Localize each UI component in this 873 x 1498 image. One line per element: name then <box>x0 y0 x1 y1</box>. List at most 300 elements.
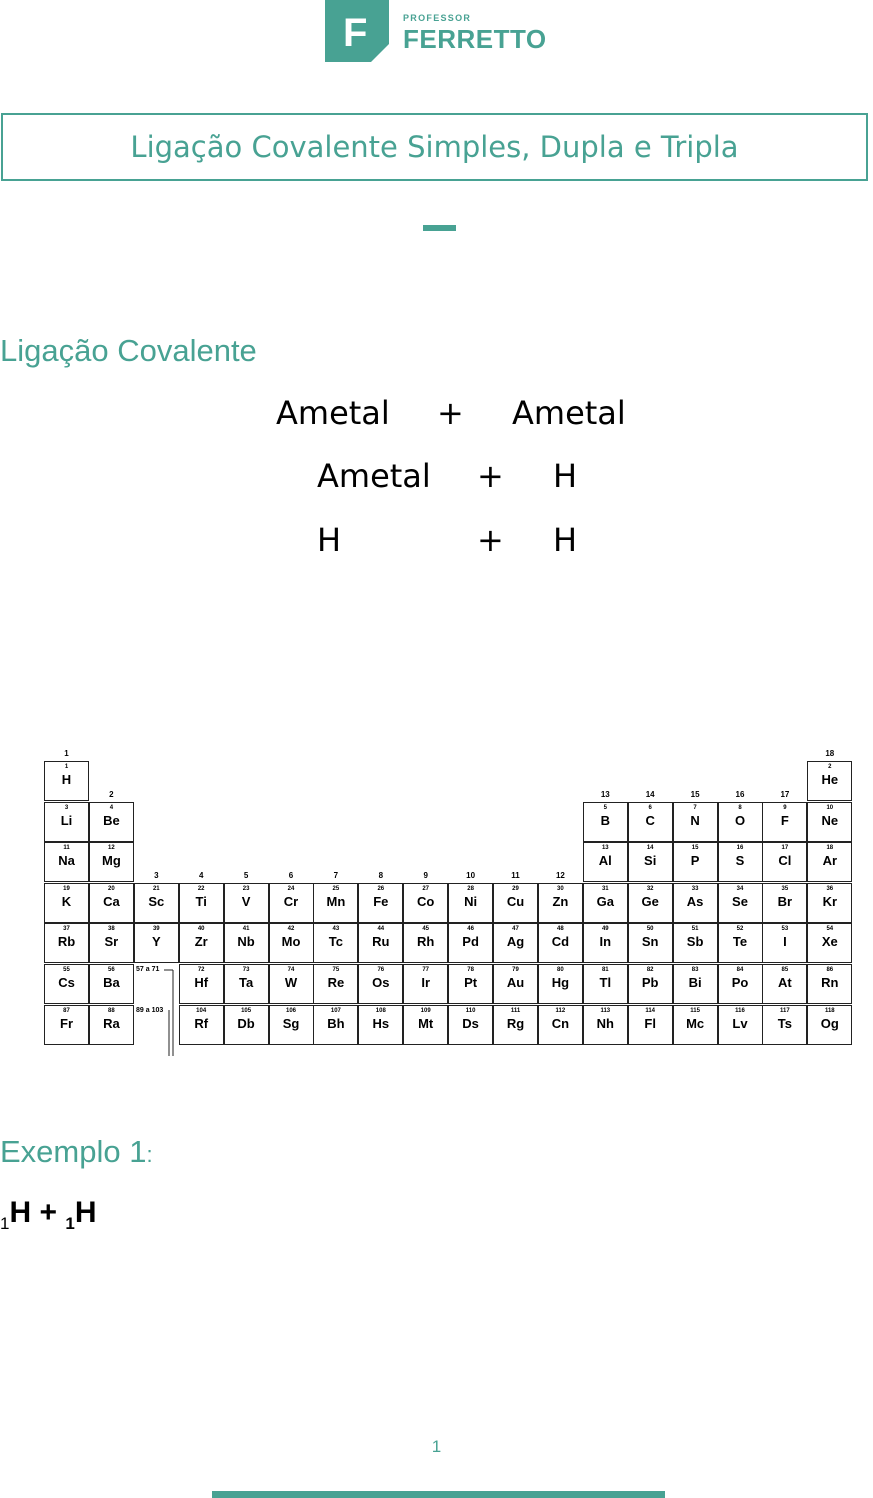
element-symbol: Fe <box>373 893 389 909</box>
element-cell <box>224 923 269 963</box>
element-symbol: Rn <box>821 975 839 990</box>
element-cell <box>269 1005 314 1045</box>
atomic-number: 20 <box>108 885 115 892</box>
plus-sign: + <box>31 1196 66 1229</box>
atomic-number-1: 1 <box>0 1214 10 1233</box>
atomic-number: 73 <box>242 967 250 973</box>
element-cell <box>673 923 718 963</box>
element-cell <box>807 883 852 923</box>
element-cell <box>628 964 673 1004</box>
element-cell <box>673 883 718 923</box>
element-symbol: He <box>821 772 839 787</box>
element-cell <box>44 802 89 842</box>
atomic-number: 6 <box>648 804 652 811</box>
atomic-number: 81 <box>601 967 609 973</box>
element-symbol: Mt <box>418 1015 434 1031</box>
element-symbol: Ir <box>421 975 431 990</box>
element-cell <box>44 1005 89 1045</box>
element-symbol: Kr <box>822 893 838 909</box>
element-symbol: Te <box>732 934 748 950</box>
formula-1-left: Ametal <box>276 394 390 432</box>
element-symbol: Pt <box>464 975 478 990</box>
atomic-number: 88 <box>108 1007 115 1014</box>
atomic-number: 38 <box>108 926 115 933</box>
element-symbol: Rf <box>194 1015 209 1031</box>
atomic-number: 82 <box>646 967 654 973</box>
atomic-number: 106 <box>285 1007 296 1014</box>
atomic-number: 37 <box>63 926 70 933</box>
element-symbol: Rb <box>57 934 76 950</box>
element-symbol: P <box>690 853 700 869</box>
atomic-number: 7 <box>693 804 697 811</box>
group-number: 3 <box>154 870 159 880</box>
atomic-number: 76 <box>377 967 385 973</box>
element-symbol: As <box>686 893 704 909</box>
atomic-number: 17 <box>781 845 789 852</box>
element-cell <box>44 923 89 963</box>
element-symbol: Rh <box>417 934 435 950</box>
element-cell <box>718 1005 763 1045</box>
element-cell <box>762 802 807 842</box>
element-symbol: Fl <box>644 1015 656 1031</box>
element-symbol: Nb <box>237 934 255 950</box>
element-cell <box>493 964 538 1004</box>
element-symbol: Na <box>58 853 75 869</box>
group-number: 16 <box>735 789 745 799</box>
element-symbol: Ra <box>103 1015 120 1031</box>
element-cell <box>403 883 448 923</box>
element-cell <box>44 842 89 882</box>
atomic-number: 107 <box>330 1007 341 1014</box>
element-symbol: Ts <box>777 1015 792 1031</box>
element-cell <box>179 964 224 1004</box>
element-symbol: Li <box>60 812 73 828</box>
group-number: 4 <box>198 870 204 880</box>
group-number: 8 <box>378 870 384 880</box>
formula-1-right: Ametal <box>512 394 626 432</box>
element-cell <box>44 761 89 801</box>
example-heading-colon: : <box>146 1142 153 1167</box>
atomic-number: 53 <box>781 926 789 933</box>
atomic-number: 79 <box>512 967 519 973</box>
element-symbol: Pd <box>462 934 479 950</box>
element-cell <box>313 923 358 963</box>
element-cell <box>807 842 852 882</box>
atomic-number: 13 <box>601 845 609 852</box>
element-cell <box>358 883 403 923</box>
group-number: 6 <box>288 870 294 880</box>
atomic-number: 114 <box>645 1007 656 1014</box>
logo-mark-icon <box>325 0 389 62</box>
element-cell <box>718 883 763 923</box>
element-symbol: Cr <box>283 893 299 909</box>
atomic-number: 51 <box>691 926 699 933</box>
atomic-number: 36 <box>826 885 834 892</box>
element-cell <box>313 883 358 923</box>
element-symbol: Cl <box>778 853 792 869</box>
logo-subtitle: PROFESSOR <box>403 13 472 23</box>
title-divider <box>423 225 456 231</box>
element-1: H <box>9 1196 32 1229</box>
atomic-number-2: 1 <box>65 1214 75 1233</box>
group-number: 13 <box>600 789 610 799</box>
atomic-number: 5 <box>603 804 607 811</box>
atomic-number: 8 <box>738 804 742 811</box>
element-symbol: Zn <box>552 893 569 909</box>
group-number: 1 <box>64 749 69 758</box>
element-cell <box>358 1005 403 1045</box>
element-symbol: Au <box>506 975 525 990</box>
element-cell <box>807 964 852 1004</box>
atomic-number: 44 <box>377 926 385 933</box>
formula-1-op: + <box>437 394 464 432</box>
element-symbol: F <box>780 812 789 828</box>
atomic-number: 104 <box>196 1007 207 1014</box>
element-cell <box>179 883 224 923</box>
element-cell <box>493 923 538 963</box>
element-symbol: H <box>61 772 72 787</box>
atomic-number: 16 <box>736 845 744 852</box>
atomic-number: 116 <box>735 1007 745 1014</box>
element-symbol: W <box>284 975 298 990</box>
formula-3-right: H <box>553 521 578 559</box>
element-symbol: Ge <box>641 893 659 909</box>
group-number: 17 <box>780 789 790 799</box>
atomic-number: 105 <box>241 1007 252 1014</box>
element-cell <box>718 802 763 842</box>
periodic-table <box>0 740 873 1070</box>
element-symbol: Cn <box>551 1015 570 1031</box>
atomic-number: 23 <box>242 885 250 892</box>
atomic-number: 19 <box>63 885 70 892</box>
element-cell <box>538 964 583 1004</box>
atomic-number: 12 <box>108 845 115 852</box>
element-2: H <box>74 1196 97 1229</box>
atomic-number: 30 <box>557 885 564 892</box>
element-cell <box>493 883 538 923</box>
element-cell <box>44 883 89 923</box>
element-symbol: Sb <box>686 934 704 950</box>
example-equation <box>0 1196 96 1234</box>
element-symbol: At <box>778 975 792 990</box>
group-number: 14 <box>645 789 655 799</box>
atomic-number: 27 <box>422 885 430 892</box>
element-cell <box>807 761 852 801</box>
atomic-number: 111 <box>510 1007 521 1014</box>
group-number: 9 <box>423 870 428 880</box>
atomic-number: 80 <box>557 967 564 973</box>
atomic-number: 29 <box>512 885 519 892</box>
atomic-number: 28 <box>467 885 474 892</box>
element-cell <box>313 964 358 1004</box>
element-symbol: K <box>61 893 72 909</box>
atomic-number: 117 <box>780 1007 790 1014</box>
element-symbol: Ba <box>103 975 120 990</box>
element-cell <box>762 923 807 963</box>
atomic-number: 112 <box>555 1007 566 1014</box>
element-symbol: Rg <box>506 1015 525 1031</box>
element-cell <box>538 923 583 963</box>
group-number: 7 <box>333 870 339 880</box>
atomic-number: 10 <box>826 804 834 811</box>
atomic-number: 4 <box>109 804 114 811</box>
element-symbol: Og <box>820 1015 839 1031</box>
element-cell <box>448 883 493 923</box>
atomic-number: 11 <box>63 845 70 852</box>
element-cell <box>583 1005 628 1045</box>
page-title: Ligação Covalente Simples, Dupla e Tripla <box>130 130 739 164</box>
atomic-number: 22 <box>197 885 205 892</box>
atomic-number: 84 <box>736 967 744 973</box>
element-symbol: Mg <box>102 853 121 869</box>
element-cell <box>179 923 224 963</box>
example-heading <box>0 1134 153 1170</box>
formula-2-left: Ametal <box>317 457 431 495</box>
element-cell <box>583 883 628 923</box>
element-symbol: Ru <box>372 934 390 950</box>
element-cell <box>403 923 448 963</box>
element-cell <box>583 964 628 1004</box>
atomic-number: 21 <box>152 885 160 892</box>
element-symbol: Al <box>598 853 612 869</box>
atomic-number: 41 <box>242 926 250 933</box>
atomic-number: 32 <box>646 885 654 892</box>
footer-bar <box>212 1491 665 1498</box>
element-cell <box>628 923 673 963</box>
element-symbol: Mn <box>326 893 346 909</box>
atomic-number: 54 <box>826 926 834 933</box>
element-cell <box>718 923 763 963</box>
atomic-number: 77 <box>422 967 430 973</box>
element-symbol: B <box>600 812 610 828</box>
atomic-number: 31 <box>601 885 609 892</box>
element-symbol: Fr <box>60 1015 73 1031</box>
element-cell <box>89 1005 134 1045</box>
element-symbol: Hg <box>551 975 570 990</box>
element-symbol: Lv <box>732 1015 748 1031</box>
logo-title: FERRETTO <box>403 24 547 54</box>
element-symbol: Db <box>237 1015 255 1031</box>
page-number: 1 <box>431 1437 442 1456</box>
element-cell <box>89 802 134 842</box>
atomic-number: 109 <box>420 1007 431 1014</box>
element-cell <box>89 883 134 923</box>
element-symbol: Ni <box>464 893 478 909</box>
atomic-number: 45 <box>422 926 430 933</box>
element-cell <box>762 1005 807 1045</box>
element-cell <box>224 883 269 923</box>
element-cell <box>673 964 718 1004</box>
atomic-number: 50 <box>646 926 654 933</box>
element-cell <box>448 964 493 1004</box>
element-symbol: C <box>645 812 655 828</box>
atomic-number: 113 <box>600 1007 611 1014</box>
element-cell <box>448 1005 493 1045</box>
actinides-label: 89 a 103 <box>136 1007 164 1014</box>
element-symbol: Ti <box>195 893 207 909</box>
element-cell <box>807 1005 852 1045</box>
group-number: 15 <box>690 789 700 799</box>
group-number: 2 <box>109 789 114 799</box>
element-symbol: Ds <box>462 1015 479 1031</box>
atomic-number: 115 <box>690 1007 700 1014</box>
element-cell <box>762 883 807 923</box>
element-symbol: Ca <box>103 893 120 909</box>
brand-logo <box>325 0 565 64</box>
element-symbol: Mc <box>686 1015 705 1031</box>
atomic-number: 56 <box>108 967 115 973</box>
element-symbol: Cs <box>58 975 75 990</box>
atomic-number: 39 <box>152 926 160 933</box>
element-cell <box>673 802 718 842</box>
element-symbol: Be <box>103 812 120 828</box>
element-symbol: Pb <box>641 975 659 990</box>
atomic-number: 86 <box>826 967 834 973</box>
element-symbol: In <box>599 934 612 950</box>
atomic-number: 26 <box>377 885 385 892</box>
atomic-number: 15 <box>691 845 699 852</box>
atomic-number: 25 <box>332 885 340 892</box>
element-cell <box>134 883 179 923</box>
atomic-number: 78 <box>467 967 474 973</box>
element-symbol: Os <box>372 975 390 990</box>
element-cell <box>89 842 134 882</box>
element-cell <box>493 1005 538 1045</box>
formula-2-op: + <box>477 457 504 495</box>
group-number: 10 <box>466 870 476 880</box>
element-cell <box>134 923 179 963</box>
group-number: 5 <box>243 870 249 880</box>
logo-letter: F <box>343 11 368 55</box>
element-symbol: Br <box>777 893 793 909</box>
lanthanides-label: 57 a 71 <box>136 966 160 973</box>
element-symbol: Y <box>151 934 161 950</box>
element-cell <box>269 964 314 1004</box>
element-symbol: Tc <box>328 934 343 950</box>
element-symbol: Ne <box>821 812 839 828</box>
atomic-number: 42 <box>287 926 295 933</box>
atomic-number: 75 <box>332 967 340 973</box>
element-cell <box>628 802 673 842</box>
atomic-number: 52 <box>736 926 744 933</box>
formula-2-right: H <box>553 457 578 495</box>
element-symbol: Hs <box>372 1015 390 1031</box>
element-cell <box>673 1005 718 1045</box>
element-symbol: Se <box>732 893 748 909</box>
atomic-number: 43 <box>332 926 340 933</box>
element-symbol: Re <box>327 975 345 990</box>
element-cell <box>673 842 718 882</box>
element-symbol: O <box>734 812 746 828</box>
atomic-number: 34 <box>736 885 744 892</box>
atomic-number: 40 <box>197 926 205 933</box>
element-cell <box>403 1005 448 1045</box>
element-symbol: Ga <box>596 893 614 909</box>
element-symbol: Sr <box>104 934 119 950</box>
element-cell <box>583 842 628 882</box>
atomic-number: 2 <box>828 764 832 770</box>
element-symbol: Sn <box>641 934 659 950</box>
element-cell <box>179 1005 224 1045</box>
atomic-number: 48 <box>557 926 564 933</box>
section-heading-covalent: Ligação Covalente <box>0 333 257 368</box>
atomic-number: 118 <box>824 1007 835 1014</box>
element-symbol: Xe <box>821 934 838 950</box>
element-cell <box>628 883 673 923</box>
element-symbol: Si <box>644 853 657 869</box>
element-symbol: V <box>241 893 251 909</box>
element-symbol: Mo <box>281 934 301 950</box>
atomic-number: 24 <box>287 885 295 892</box>
element-symbol: Co <box>417 893 435 909</box>
element-cell <box>89 964 134 1004</box>
element-symbol: Nh <box>596 1015 614 1031</box>
element-symbol: Sc <box>148 893 165 909</box>
element-symbol: N <box>690 812 700 828</box>
atomic-number: 55 <box>63 967 70 973</box>
group-number: 12 <box>555 870 565 880</box>
element-symbol: Sg <box>282 1015 300 1031</box>
element-symbol: Cu <box>506 893 525 909</box>
element-symbol: Bh <box>327 1015 345 1031</box>
group-number: 11 <box>511 870 520 880</box>
element-cell <box>718 842 763 882</box>
element-cell <box>583 923 628 963</box>
element-cell <box>538 883 583 923</box>
atomic-number: 47 <box>512 926 519 933</box>
atomic-number: 35 <box>781 885 789 892</box>
element-cell <box>628 842 673 882</box>
element-symbol: Ar <box>822 853 838 869</box>
title-box <box>1 113 868 181</box>
atomic-number: 46 <box>467 926 474 933</box>
atomic-number: 110 <box>465 1007 476 1014</box>
element-symbol: Zr <box>194 934 208 950</box>
group-number: 18 <box>825 749 835 758</box>
element-symbol: Po <box>731 975 749 990</box>
element-symbol: I <box>783 934 787 950</box>
atomic-number: 14 <box>646 845 654 852</box>
element-cell <box>358 964 403 1004</box>
atomic-number: 83 <box>691 967 699 973</box>
atomic-number: 72 <box>197 967 205 973</box>
atomic-number: 3 <box>64 804 69 811</box>
atomic-number: 108 <box>375 1007 386 1014</box>
element-cell <box>762 964 807 1004</box>
element-symbol: Ag <box>506 934 525 950</box>
atomic-number: 1 <box>64 764 69 770</box>
element-cell <box>269 883 314 923</box>
formula-3-op: + <box>477 521 504 559</box>
atomic-number: 87 <box>63 1007 70 1014</box>
example-heading-text: Exemplo 1 <box>0 1134 147 1169</box>
atomic-number: 18 <box>826 845 834 852</box>
element-cell <box>224 1005 269 1045</box>
element-symbol: S <box>735 853 745 869</box>
atomic-number: 33 <box>691 885 699 892</box>
element-cell <box>807 802 852 842</box>
element-cell <box>583 802 628 842</box>
element-symbol: Tl <box>599 975 612 990</box>
element-cell <box>358 923 403 963</box>
element-cell <box>448 923 493 963</box>
element-cell <box>807 923 852 963</box>
element-symbol: Ta <box>238 975 254 990</box>
formula-3-left: H <box>317 521 342 559</box>
element-cell <box>269 923 314 963</box>
element-cell <box>89 923 134 963</box>
element-symbol: Bi <box>688 975 702 990</box>
